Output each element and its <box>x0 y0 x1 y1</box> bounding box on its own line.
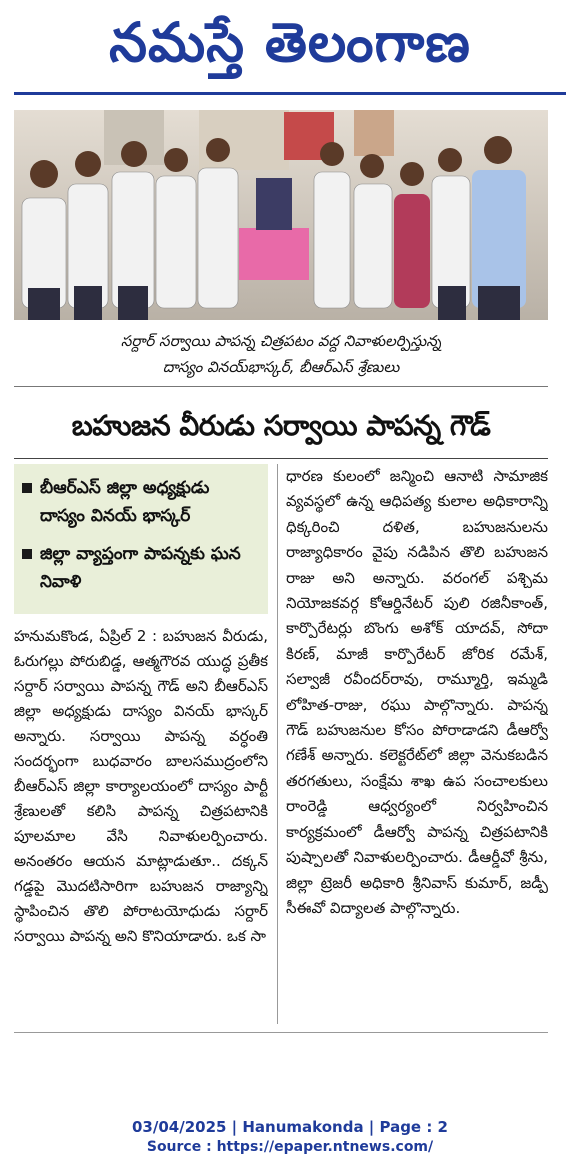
article-headline: బహుజన వీరుడు సర్వాయి పాపన్న గౌడ్ <box>71 409 491 442</box>
highlight-text: జిల్లా వ్యాప్తంగా పాపన్నకు ఘన నివాళి <box>40 544 241 592</box>
group-photo-icon <box>14 110 548 320</box>
photo-caption <box>14 328 548 380</box>
column-divider <box>277 464 278 1024</box>
newspaper-masthead: నమస్తే తెలంగాణ <box>109 11 471 74</box>
article-column-right: ధారణ కులంలో జన్మించి ఆనాటి సామాజిక వ్యవస్థలో ఉన్న ఆధిపత్య కులాల అధికారాన్ని ధిక్కరించి దళిత, బహుజనులను రాజ్యాధికారం వైపు నడిపిన తొలి బహుజన రాజు అని అన్నారు. వరంగల్ పశ్చిమ నియోజకవర్గ కోఆర్డినేటర్ పులి రజినీకాంత్, కార్పొరేటర్లు బొంగు అశోక్ యాదవ్, సోదా కిరణ్, మాజీ కార్పొరేటర్ జోరిక రమేశ్, సల్వాజీ రవీందర్‌రావు, రామ్మూర్తి, ఇమ్మడి లోహిత-రాజు, రఘు పాల్గొన్నారు. పాపన్న గౌడ్ బహుజనుల కోసం పోరాడాడని డీఆర్వో గణేశ్ అన్నారు. కలెక్టరేట్‌లో జిల్లా వెనుకబడిన తరగతులు, సంక్షేమ శాఖ ఉప సంచాలకులు రాంరెడ్డి ఆధ్వర్యంలో నిర్వహించిన కార్యక్రమంలో డీఆర్వో పాపన్న చిత్రపటానికి పుష్పాలతో నివాళులర్పించారు. డీఆర్డీవో శ్రీను, జిల్లా ట్రెజరీ అధికారి శ్రీనివాస్ కుమార్, జడ్పీ సీఈవో విద్యాలత పాల్గొన్నారు. <box>286 467 548 917</box>
news-photo <box>14 110 548 320</box>
caption-rule <box>14 386 548 387</box>
footer-date-page: 03/04/2025 | Hanumakonda | Page : 2 <box>131 1118 448 1136</box>
footer-source-link[interactable]: Source : https://epaper.ntnews.com/ <box>146 1139 434 1155</box>
caption-line-2: దాస్యం వినయ్‌భాస్కర్, బీఆర్‌ఎస్ శ్రేణులు <box>162 358 400 376</box>
square-bullet-icon <box>22 549 32 559</box>
headline-rule <box>14 458 548 459</box>
highlight-text: బీఆర్‌ఎస్ జిల్లా అధ్యక్షుడు దాస్యం వినయ్ భాస్కర్ <box>40 478 210 526</box>
masthead-rule <box>14 92 566 95</box>
square-bullet-icon <box>22 483 32 493</box>
highlights-box <box>14 464 268 614</box>
bottom-rule <box>14 1032 548 1033</box>
highlight-item <box>22 540 260 596</box>
highlight-item <box>22 474 260 530</box>
article-column-left: హనుమకొండ, ఏప్రిల్ 2 : బహుజన వీరుడు, ఓరుగల్లు పోరుబిడ్డ, ఆత్మగౌరవ యుద్ధ ప్రతీక సర్దార్ సర్వాయి పాపన్న గౌడ్ అని బీఆర్‌ఎస్ జిల్లా అధ్యక్షుడు దాస్యం వినయ్ భాస్కర్ అన్నారు. సర్వాయి పాపన్న వర్ధంతి సందర్భంగా బుధవారం బాలసముద్రంలోని బీఆర్‌ఎస్ జిల్లా కార్యాలయంలో దాస్యం పార్టీ శ్రేణులతో కలిసి పాపన్న చిత్రపటానికి పూలమాల వేసి నివాళులర్పించారు. అనంతరం ఆయన మాట్లాడుతూ.. దక్కన్ గడ్డపై మొదటిసారిగా బహుజన రాజ్యాన్ని స్థాపించిన తొలి పోరాటయోధుడు సర్దార్ సర్వాయి పాపన్న అని కొనియాడారు. ఒక సా <box>14 627 268 945</box>
caption-line-1: సర్దార్ సర్వాయి పాపన్న చిత్రపటం వద్ద నివాళులర్పిస్తున్న <box>120 332 442 350</box>
